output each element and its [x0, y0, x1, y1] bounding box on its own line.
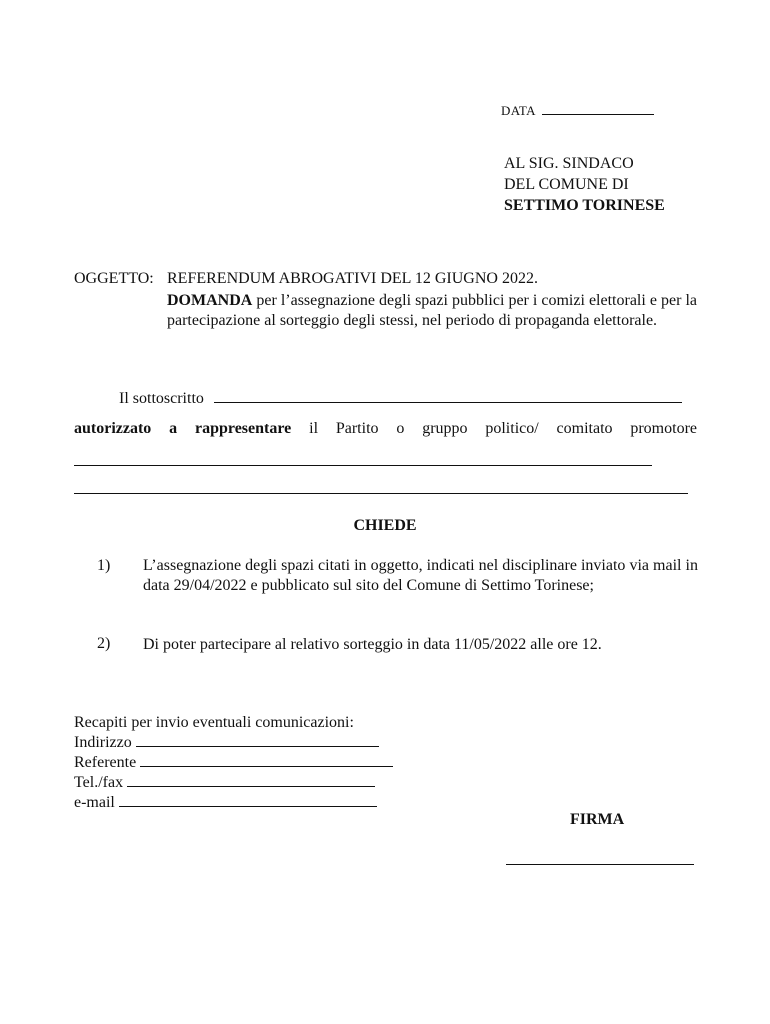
signature-label: FIRMA: [570, 811, 625, 828]
phone-label: Tel./fax: [74, 774, 124, 791]
subject-title: REFERENDUM ABROGATIVI DEL 12 GIUGNO 2022.: [167, 270, 538, 287]
party-blank-line-2[interactable]: [74, 493, 688, 494]
request-heading: [0, 517, 770, 535]
date-label: DATA: [501, 103, 536, 118]
request-item-1-number: 1): [97, 557, 111, 574]
recipient-line-2: DEL COMUNE DI: [504, 176, 629, 193]
request-item-1-text: L’assegnazione degli spazi citati in oggetto, indicati nel disciplinare inviato via mail in data 29/04/2022 e pubblicato sul sito del Comune di Settimo Torinese;: [143, 557, 698, 594]
referent-label: Referente: [74, 754, 137, 771]
phone-field: [74, 773, 393, 793]
recipient-block: [504, 153, 665, 216]
undersigned-field: [119, 390, 682, 408]
date-field: [501, 103, 654, 119]
authorized-bold: autorizzato a rappresentare: [74, 420, 292, 437]
request-item-2-text: Di poter partecipare al relativo sorteggio in data 11/05/2022 alle ore 12.: [143, 636, 602, 653]
referent-blank-line[interactable]: [140, 756, 393, 767]
subject-label: OGGETTO:: [74, 270, 154, 287]
contacts-block: [74, 713, 393, 813]
contacts-heading: Recapiti per invio eventuali comunicazioni:: [74, 714, 354, 731]
address-field: [74, 733, 393, 753]
recipient-line-3: SETTIMO TORINESE: [504, 197, 665, 214]
subject-bold-word: DOMANDA: [167, 292, 253, 309]
request-heading-text: CHIEDE: [353, 517, 417, 534]
undersigned-blank-line[interactable]: [214, 392, 682, 403]
subject-heading: [74, 270, 538, 288]
party-blank-line-1[interactable]: [74, 465, 652, 466]
phone-blank-line[interactable]: [127, 776, 375, 787]
subject-description: [167, 291, 697, 331]
undersigned-label: Il sottoscritto: [119, 390, 204, 407]
email-blank-line[interactable]: [119, 796, 377, 807]
recipient-line-1: AL SIG. SINDACO: [504, 155, 634, 172]
signature-blank-line[interactable]: [506, 864, 694, 865]
referent-field: [74, 753, 393, 773]
date-blank-line[interactable]: [542, 105, 654, 115]
address-blank-line[interactable]: [136, 736, 379, 747]
subject-body-text: per l’assegnazione degli spazi pubblici per i comizi elettorali e per la partecipazione al sorteggio degli stessi, nel periodo di propaganda elettorale.: [167, 292, 697, 329]
email-label: e-mail: [74, 794, 115, 811]
request-item-2-number: 2): [97, 635, 111, 652]
authorized-text: [74, 420, 697, 438]
address-label: Indirizzo: [74, 734, 132, 751]
email-field: [74, 793, 393, 813]
authorized-rest: il Partito o gruppo politico/ comitato promotore: [291, 420, 698, 437]
